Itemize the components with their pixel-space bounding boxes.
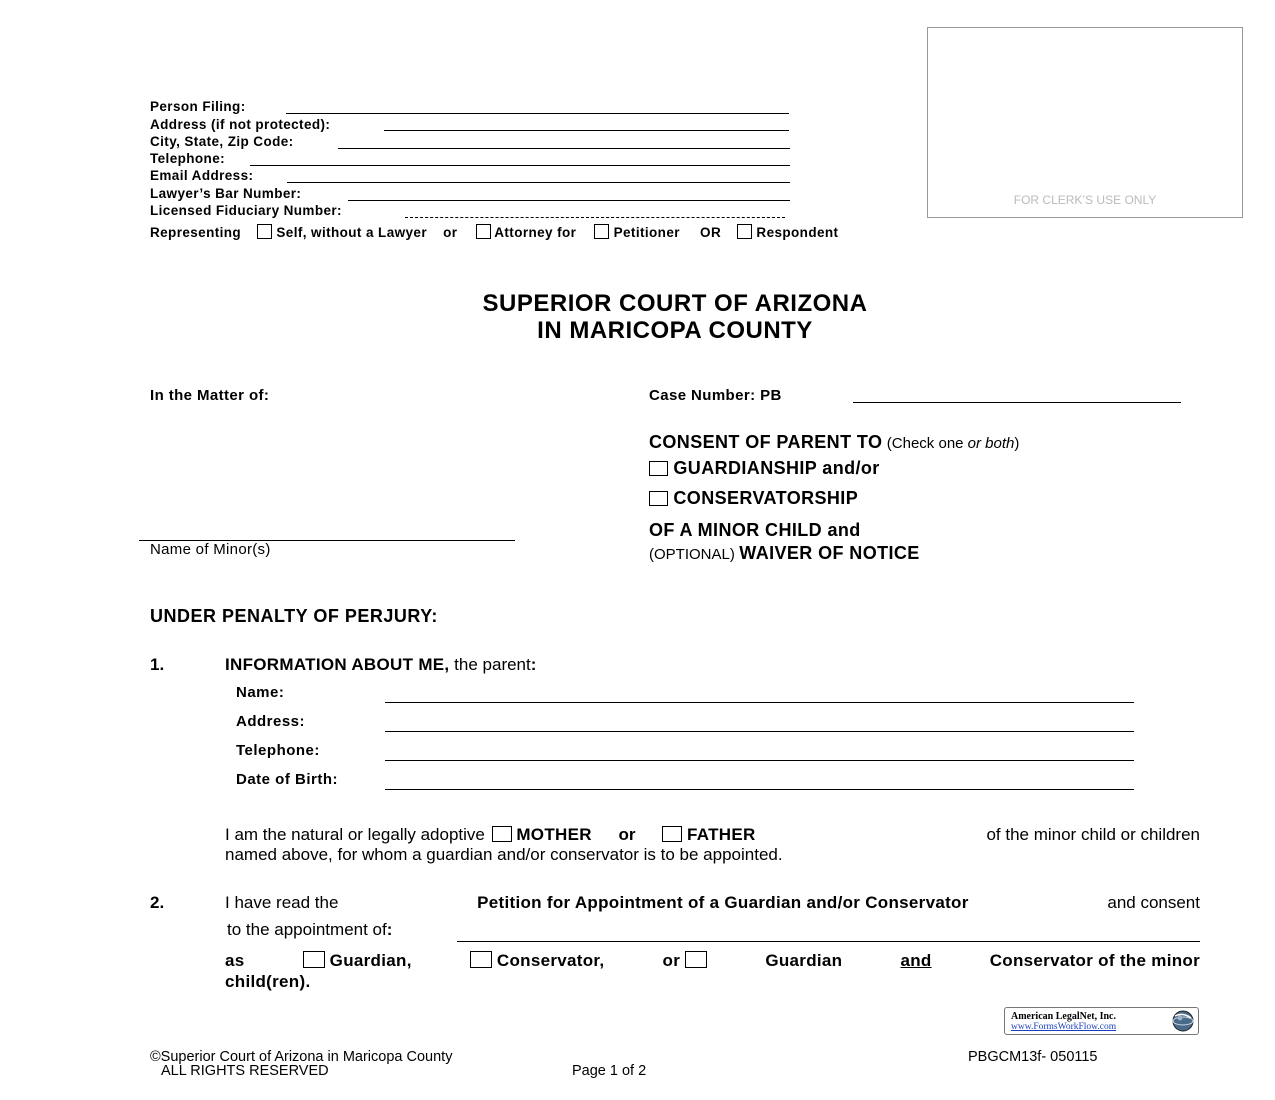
person-filing-label: Person Filing:	[150, 99, 246, 114]
or-both-text: or both	[967, 435, 1015, 452]
matter-of-label: In the Matter of:	[150, 387, 270, 404]
appointment-of-text: to the appointment of	[227, 920, 387, 939]
attorney-label: Attorney for	[494, 225, 577, 240]
mother-label: MOTHER	[516, 825, 592, 844]
fiduciary-label: Licensed Fiduciary Number:	[150, 203, 342, 218]
guardian2-label: Guardian	[765, 951, 843, 970]
footer-form-code: PBGCM13f- 050115	[968, 1049, 1098, 1065]
address-field[interactable]	[384, 130, 789, 131]
guardianship-label: GUARDIANSHIP and/or	[673, 458, 880, 478]
natural-text-rest: of the minor child or children	[986, 825, 1200, 844]
american-legalnet-logo[interactable]	[1004, 1007, 1199, 1035]
petitioner-checkbox[interactable]	[594, 224, 609, 239]
representing-label: Representing	[150, 225, 242, 240]
telephone-field[interactable]	[250, 165, 790, 166]
optional-label: (OPTIONAL)	[649, 546, 735, 563]
court-title-line1: SUPERIOR COURT OF ARIZONA	[482, 290, 868, 317]
conservator-label: Conservator,	[496, 951, 605, 970]
section1-title-rest: the parent	[449, 655, 531, 674]
self-checkbox[interactable]	[257, 224, 272, 239]
self-label: Self, without a Lawyer	[276, 225, 427, 240]
mother-father-or: or	[618, 825, 636, 844]
children-label: child(ren).	[225, 972, 311, 991]
waiver-label: WAIVER OF NOTICE	[739, 543, 920, 563]
bar-number-field[interactable]	[348, 200, 790, 201]
section1-title: INFORMATION ABOUT ME,	[225, 655, 450, 674]
parent-name-field[interactable]	[385, 702, 1134, 703]
section2-line3	[225, 951, 1200, 971]
check-one-close: )	[1014, 435, 1020, 452]
clerk-use-label: FOR CLERK’S USE ONLY	[1013, 193, 1157, 207]
footer-rights: ALL RIGHTS RESERVED	[161, 1063, 329, 1079]
perjury-heading: UNDER PENALTY OF PERJURY:	[150, 606, 438, 626]
email-field[interactable]	[287, 182, 790, 183]
guardianship-checkbox[interactable]	[649, 461, 668, 476]
petitioner-label: Petitioner	[613, 225, 680, 240]
telephone-label: Telephone:	[150, 151, 226, 166]
petition-title: Petition for Appointment of a Guardian and/or Conservator	[477, 893, 969, 912]
conservator-of-minor-label: Conservator of the minor	[989, 951, 1200, 970]
parent-dob-field[interactable]	[385, 789, 1134, 790]
father-label: FATHER	[687, 825, 756, 844]
consent-text: and consent	[1107, 893, 1200, 912]
section1-colon: :	[530, 655, 537, 674]
natural-text: I am the natural or legally adoptive	[225, 825, 485, 844]
or-label: or	[443, 225, 458, 240]
parent-telephone-label: Telephone:	[236, 742, 320, 759]
parent-name-label: Name:	[236, 684, 285, 701]
name-of-minor-label: Name of Minor(s)	[150, 541, 271, 558]
respondent-label: Respondent	[756, 225, 839, 240]
natural-parent-line	[225, 825, 1200, 845]
mother-checkbox[interactable]	[492, 826, 512, 842]
and-label: and	[900, 951, 932, 970]
guardianship-option	[649, 458, 880, 479]
consent-title-text: CONSENT OF PARENT TO	[649, 432, 883, 452]
check-one-text: (Check one	[886, 435, 968, 452]
father-checkbox[interactable]	[662, 826, 682, 842]
footer-copyright: ©Superior Court of Arizona in Maricopa County	[150, 1049, 453, 1065]
section2-or: or	[662, 951, 681, 970]
check-one-note	[887, 435, 1020, 452]
court-title-line2: IN MARICOPA COUNTY	[537, 317, 813, 344]
section1-number: 1.	[150, 655, 165, 674]
attorney-checkbox[interactable]	[476, 224, 491, 239]
consent-title	[649, 432, 1019, 453]
as-label: as	[225, 951, 245, 970]
fiduciary-field[interactable]	[405, 217, 785, 218]
natural-text-continued: named above, for whom a guardian and/or conservator is to be appointed.	[225, 845, 783, 864]
person-filing-field[interactable]	[286, 113, 789, 114]
appointment-colon: :	[386, 920, 393, 939]
or-upper-label: OR	[700, 225, 722, 240]
bar-number-label: Lawyer’s Bar Number:	[150, 186, 302, 201]
conservatorship-checkbox[interactable]	[649, 491, 668, 506]
logo-url[interactable]: www.FormsWorkFlow.com	[1011, 1022, 1117, 1032]
i-have-read-text: I have read the	[225, 893, 339, 912]
section2-line1	[225, 893, 1200, 913]
case-number-label: Case Number: PB	[649, 387, 782, 404]
city-state-zip-field[interactable]	[338, 148, 790, 149]
guardian-label: Guardian,	[329, 951, 412, 970]
minor-child-text: OF A MINOR CHILD and	[649, 520, 861, 540]
conservatorship-option	[649, 488, 858, 509]
globe-icon	[1171, 1010, 1195, 1032]
court-title	[0, 290, 1275, 344]
appointment-of-line	[227, 920, 392, 940]
section2-number: 2.	[150, 893, 165, 912]
logo-company: American LegalNet, Inc.	[1011, 1011, 1116, 1022]
conservatorship-label: CONSERVATORSHIP	[673, 488, 859, 508]
guardian-and-conservator-checkbox[interactable]	[685, 951, 707, 968]
section1-heading	[225, 655, 536, 675]
conservator-checkbox[interactable]	[470, 951, 492, 968]
parent-telephone-field[interactable]	[385, 760, 1134, 761]
parent-address-field[interactable]	[385, 731, 1134, 732]
parent-dob-label: Date of Birth:	[236, 771, 338, 788]
email-label: Email Address:	[150, 168, 254, 183]
footer-page-number: Page 1 of 2	[572, 1063, 647, 1079]
clerk-use-box	[927, 27, 1243, 218]
appointee-name-field[interactable]	[457, 941, 1200, 942]
parent-address-label: Address:	[236, 713, 306, 730]
representing-row	[150, 224, 838, 240]
city-state-zip-label: City, State, Zip Code:	[150, 134, 294, 149]
guardian-checkbox[interactable]	[303, 951, 325, 968]
respondent-checkbox[interactable]	[737, 224, 752, 239]
waiver-line	[649, 543, 920, 564]
case-number-field[interactable]	[853, 402, 1181, 403]
address-label: Address (if not protected):	[150, 117, 331, 132]
